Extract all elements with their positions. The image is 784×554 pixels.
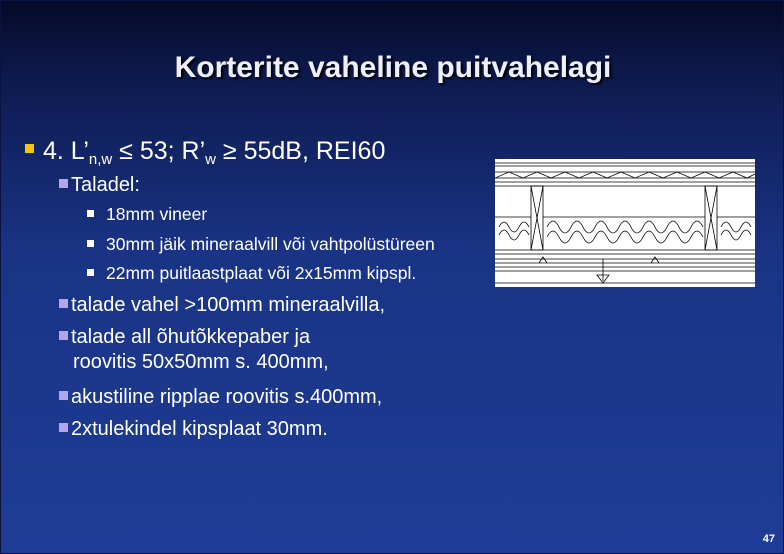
sublist-item-label: 22mm puitlaastplaat või 2x15mm kipspl.: [106, 263, 417, 283]
list-item-label: talade vahel >100mm mineraalvilla,: [71, 294, 386, 316]
main-bullet-prefix: 4. L’: [43, 137, 89, 165]
list-item-label: 2xtulekindel kipsplaat 30mm.: [71, 418, 328, 440]
list-item-label: talade all õhutõkkepaber ja: [71, 326, 311, 348]
sublist-item: [87, 263, 416, 284]
bullet-square-icon: [59, 423, 68, 432]
page-number: 47: [762, 533, 775, 545]
floor-section-diagram: [495, 159, 755, 287]
list-item: [59, 417, 328, 442]
list-item: [59, 325, 310, 350]
bullet-square-icon: [25, 144, 34, 153]
list-item-label: akustiline ripplae roovitis s.400mm,: [71, 386, 383, 408]
main-bullet-sub1: n,w: [88, 151, 113, 168]
slide-title: Korterite vaheline puitvahelagi: [174, 51, 612, 84]
bullet-square-icon: [87, 210, 94, 217]
bullet-square-icon: [59, 179, 68, 188]
bullet-square-icon: [59, 299, 68, 308]
main-bullet: [25, 137, 385, 168]
list-item-label: roovitis 50x50mm s. 400mm,: [73, 351, 329, 373]
main-bullet-mid: ≤ 53; R’: [112, 137, 206, 165]
taladel-item: [59, 173, 140, 198]
taladel-label: Taladel:: [71, 174, 140, 196]
floor-section-drawing: [495, 159, 755, 287]
sublist-item: [87, 234, 435, 255]
bullet-square-icon: [87, 269, 94, 276]
bullet-square-icon: [59, 391, 68, 400]
bullet-square-icon: [59, 331, 68, 340]
list-item: [59, 293, 385, 318]
sublist-item: [87, 204, 207, 225]
sublist-item-label: 18mm vineer: [106, 204, 208, 224]
main-bullet-suffix: ≥ 55dB, REI60: [215, 137, 386, 165]
bullet-square-icon: [87, 240, 94, 247]
sublist-item-label: 30mm jäik mineraalvill või vahtpolüstüreen: [106, 234, 435, 254]
list-item-continuation: [73, 350, 329, 375]
main-bullet-sub2: w: [205, 151, 216, 168]
list-item: [59, 385, 382, 410]
